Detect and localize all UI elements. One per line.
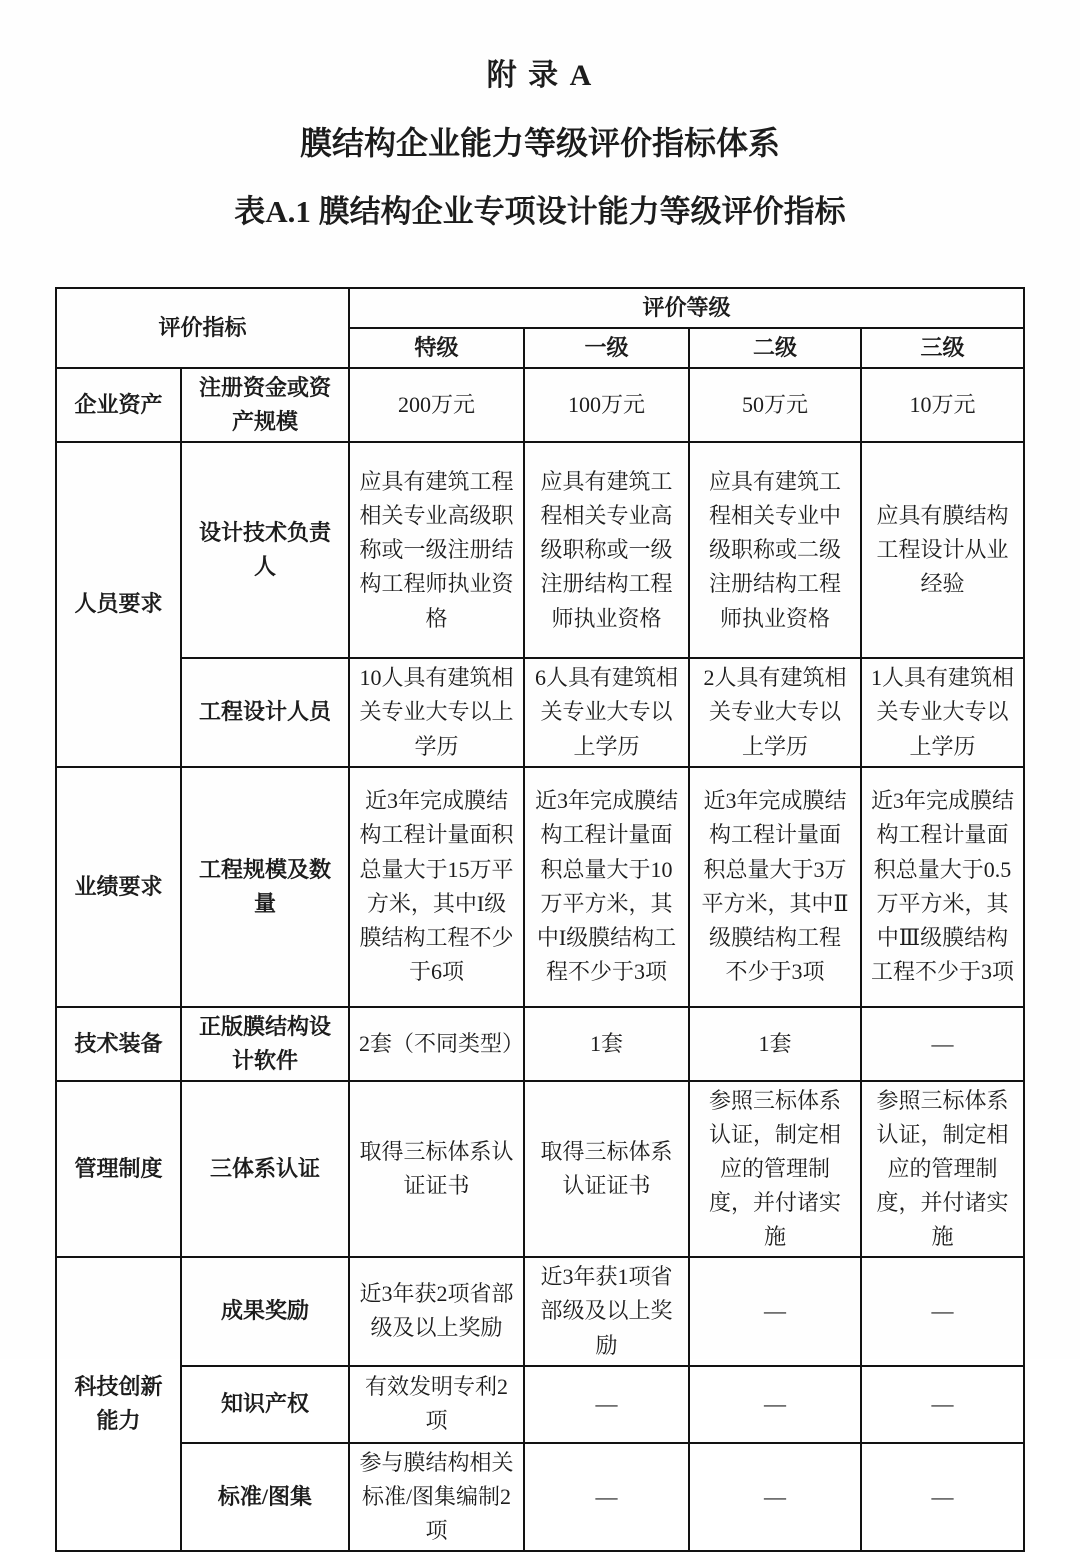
cell-value: — (861, 1443, 1024, 1551)
table-row (56, 442, 1024, 658)
header-grade-2: 二级 (689, 328, 861, 368)
cell-value: 应具有建筑工程相关专业中级职称或二级注册结构工程师执业资格 (689, 442, 861, 658)
row-category-innovation: 科技创新能力 (56, 1257, 181, 1551)
table-row (56, 658, 1024, 766)
table-row (56, 1007, 1024, 1081)
cell-value: 参照三标体系认证，制定相应的管理制度，并付诸实施 (861, 1081, 1024, 1257)
system-title: 膜结构企业能力等级评价指标体系 (299, 125, 780, 161)
cell-value: — (689, 1257, 861, 1365)
cell-value: 应具有建筑工程相关专业高级职称或一级注册结构工程师执业资格 (349, 442, 524, 658)
cell-value: 近3年完成膜结构工程计量面积总量大于10万平方米，其中I级膜结构工程不少于3项 (524, 767, 689, 1007)
header-evaluation-indicator: 评价指标 (56, 288, 349, 368)
row-indicator: 工程设计人员 (181, 658, 349, 766)
cell-value: — (861, 1257, 1024, 1365)
cell-value: 100万元 (524, 368, 689, 442)
cell-value: 1人具有建筑相关专业大专以上学历 (861, 658, 1024, 766)
cell-value: 近3年完成膜结构工程计量面积总量大于3万平方米，其中Ⅱ级膜结构工程不少于3项 (689, 767, 861, 1007)
cell-value: — (861, 1366, 1024, 1443)
cell-value: 10万元 (861, 368, 1024, 442)
row-indicator: 成果奖励 (181, 1257, 349, 1365)
appendix-title: 附 录 A (486, 59, 594, 92)
table-row (56, 1366, 1024, 1443)
row-indicator: 标准/图集 (181, 1443, 349, 1551)
row-category-management: 管理制度 (56, 1081, 181, 1257)
cell-value: — (689, 1443, 861, 1551)
cell-value: 50万元 (689, 368, 861, 442)
row-indicator: 工程规模及数量 (181, 767, 349, 1007)
row-category-personnel: 人员要求 (56, 442, 181, 766)
table-row (56, 1257, 1024, 1365)
cell-value: — (861, 1007, 1024, 1081)
cell-value: 近3年完成膜结构工程计量面积总量大于15万平方米，其中I级膜结构工程不少于6项 (349, 767, 524, 1007)
cell-value: 1套 (689, 1007, 861, 1081)
cell-value: 有效发明专利2项 (349, 1366, 524, 1443)
row-indicator: 注册资金或资产规模 (181, 368, 349, 442)
table-row (56, 368, 1024, 442)
table-caption: 表A.1 膜结构企业专项设计能力等级评价指标 (234, 194, 846, 229)
cell-value: 近3年获1项省部级及以上奖励 (524, 1257, 689, 1365)
row-indicator: 三体系认证 (181, 1081, 349, 1257)
row-indicator: 设计技术负责人 (181, 442, 349, 658)
row-category-assets: 企业资产 (56, 368, 181, 442)
evaluation-table (55, 287, 1025, 1552)
row-category-performance: 业绩要求 (56, 767, 181, 1007)
header-grade-3: 三级 (861, 328, 1024, 368)
cell-value: — (524, 1366, 689, 1443)
cell-value: 参与膜结构相关标准/图集编制2项 (349, 1443, 524, 1551)
header-grade-special: 特级 (349, 328, 524, 368)
cell-value: — (524, 1443, 689, 1551)
row-category-equipment: 技术装备 (56, 1007, 181, 1081)
row-indicator: 知识产权 (181, 1366, 349, 1443)
header-grade-1: 一级 (524, 328, 689, 368)
cell-value: — (689, 1366, 861, 1443)
table-row (56, 1081, 1024, 1257)
cell-value: 近3年获2项省部级及以上奖励 (349, 1257, 524, 1365)
cell-value: 应具有膜结构工程设计从业经验 (861, 442, 1024, 658)
table-row (56, 1443, 1024, 1551)
cell-value: 10人具有建筑相关专业大专以上学历 (349, 658, 524, 766)
cell-value: 近3年完成膜结构工程计量面积总量大于0.5万平方米，其中Ⅲ级膜结构工程不少于3项 (861, 767, 1024, 1007)
row-indicator: 正版膜结构设计软件 (181, 1007, 349, 1081)
cell-value: 2人具有建筑相关专业大专以上学历 (689, 658, 861, 766)
cell-value: 取得三标体系认证证书 (349, 1081, 524, 1257)
cell-value: 200万元 (349, 368, 524, 442)
cell-value: 参照三标体系认证，制定相应的管理制度，并付诸实施 (689, 1081, 861, 1257)
header-evaluation-grade: 评价等级 (349, 288, 1024, 328)
table-row (56, 767, 1024, 1007)
cell-value: 取得三标体系认证证书 (524, 1081, 689, 1257)
cell-value: 1套 (524, 1007, 689, 1081)
cell-value: 2套（不同类型） (349, 1007, 524, 1081)
cell-value: 6人具有建筑相关专业大专以上学历 (524, 658, 689, 766)
cell-value: 应具有建筑工程相关专业高级职称或一级注册结构工程师执业资格 (524, 442, 689, 658)
